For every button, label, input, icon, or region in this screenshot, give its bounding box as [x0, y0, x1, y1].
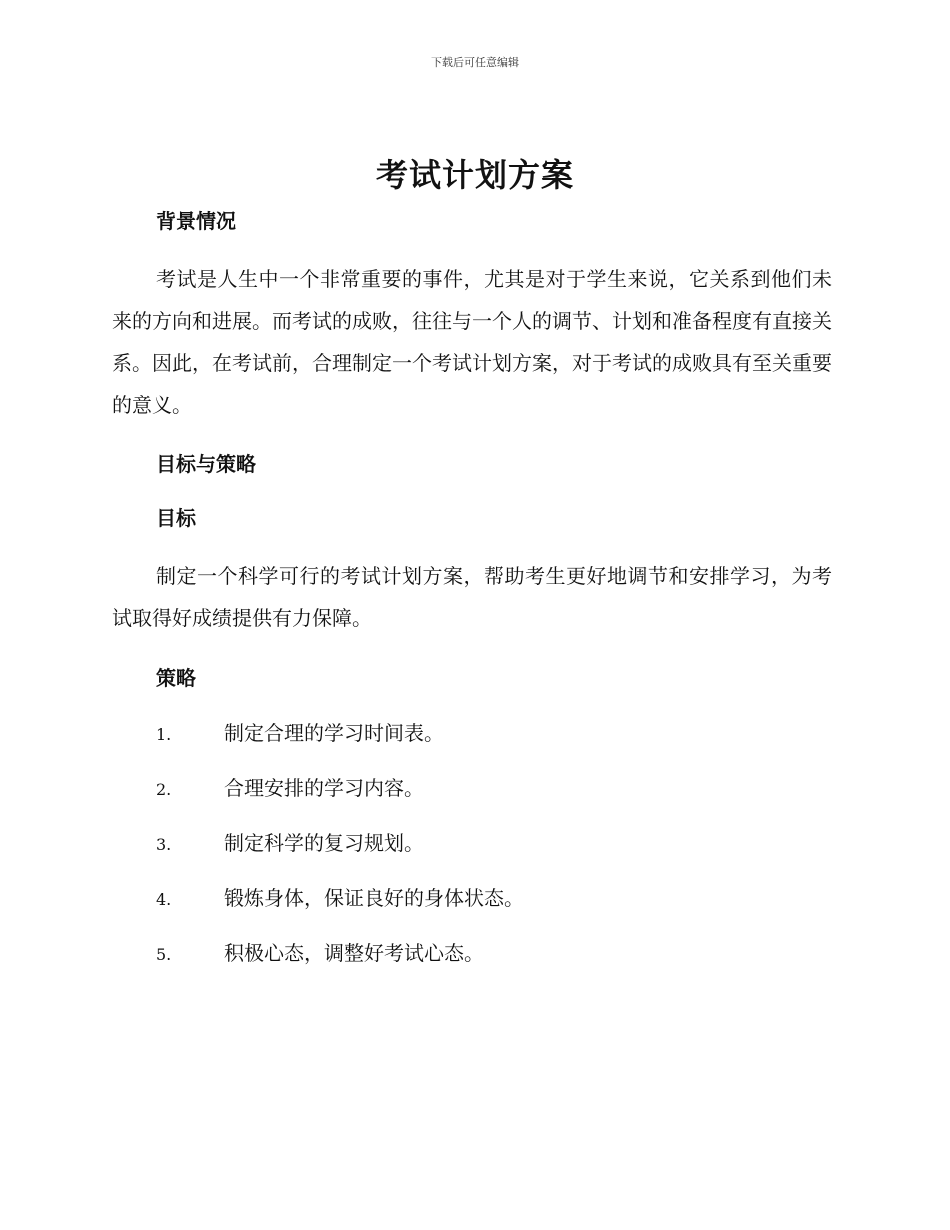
list-item-number: 5. — [156, 945, 172, 964]
list-item-number: 3. — [156, 835, 172, 854]
list-item-number: 1. — [156, 725, 172, 744]
list-item-text: 合理安排的学习内容。 — [224, 776, 424, 800]
list-item — [112, 718, 832, 773]
list-item-text: 制定合理的学习时间表。 — [224, 721, 444, 745]
list-item — [112, 883, 832, 938]
section-heading-background: 背景情况 — [156, 209, 236, 233]
list-item — [112, 773, 832, 828]
list-item-number: 4. — [156, 890, 172, 909]
section-heading-goals-strategy: 目标与策略 — [156, 452, 256, 476]
list-item — [112, 938, 832, 993]
background-paragraph: 考试是人生中一个非常重要的事件，尤其是对于学生来说，它关系到他们未来的方向和进展。而考试的成败，往往与一个人的调节、计划和准备程度有直接关系。因此，在考试前，合理制定一个考试计划方案，对于考试的成败具有至关重要的意义。 — [112, 267, 832, 417]
subsection-heading-goal: 目标 — [156, 506, 196, 530]
list-item — [112, 828, 832, 883]
list-item-number: 2. — [156, 780, 172, 799]
subsection-heading-strategy: 策略 — [156, 666, 196, 690]
header-note: 下载后可任意编辑 — [431, 56, 519, 69]
goal-paragraph: 制定一个科学可行的考试计划方案，帮助考生更好地调节和安排学习，为考试取得好成绩提供有力保障。 — [112, 564, 832, 630]
list-item-text: 制定科学的复习规划。 — [224, 831, 424, 855]
list-item-text: 锻炼身体，保证良好的身体状态。 — [224, 886, 524, 910]
list-item-text: 积极心态，调整好考试心态。 — [224, 941, 484, 965]
strategy-list — [112, 718, 832, 993]
document-title: 考试计划方案 — [375, 156, 574, 194]
document-body — [112, 204, 832, 993]
